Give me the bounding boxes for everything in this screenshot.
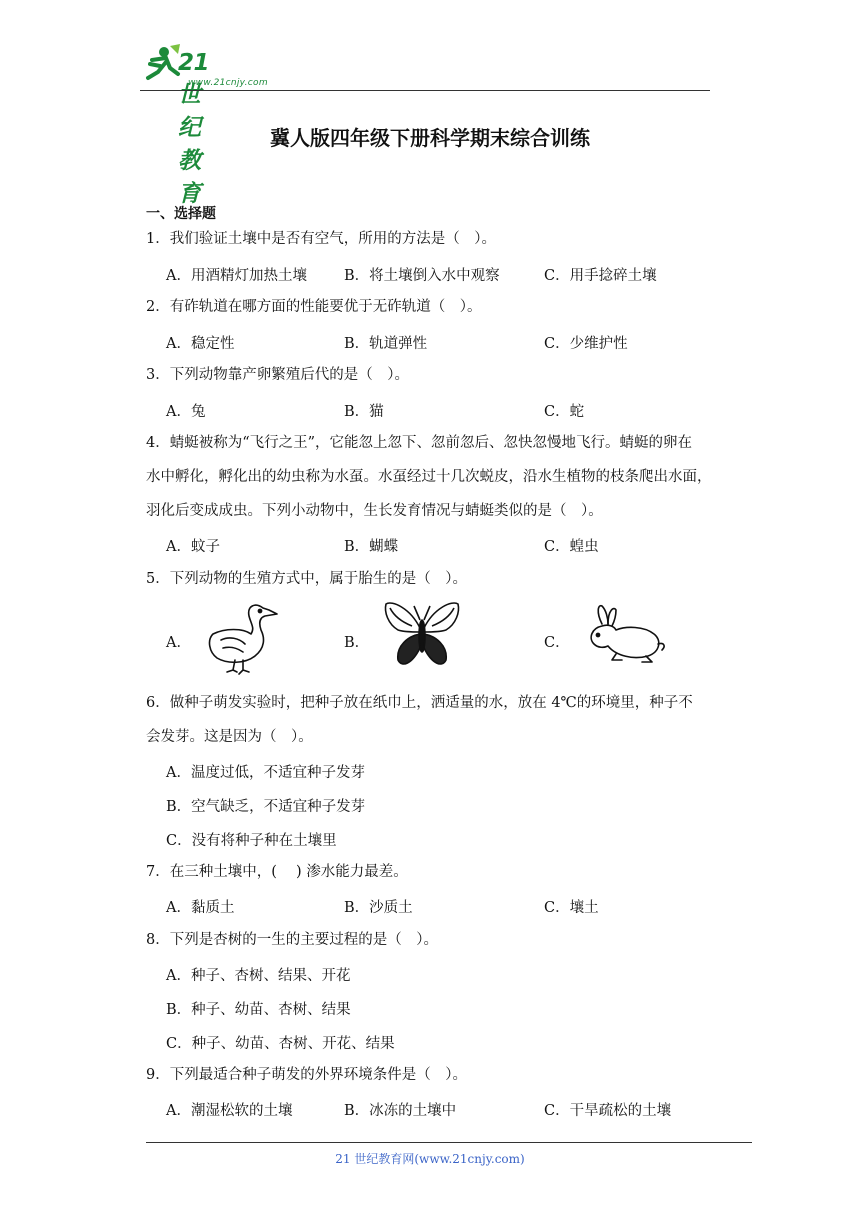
question-3-option-a[interactable]: A．兔: [166, 404, 206, 420]
question-3-stem: 3．下列动物靠产卵繁殖后代的是（ ）。: [146, 367, 409, 383]
question-9-stem: 9．下列最适合种子萌发的外界环境条件是（ ）。: [146, 1067, 467, 1083]
header-divider: [140, 90, 710, 91]
question-9-option-c[interactable]: C．干旱疏松的土壤: [544, 1103, 672, 1119]
question-4-stem-line-1: 4．蜻蜓被称为“飞行之王”，它能忽上忽下、忽前忽后、忽快忽慢地飞行。蜻蜓的卵在: [146, 435, 693, 451]
footer-divider: [146, 1142, 752, 1143]
question-9-option-a[interactable]: A．潮湿松软的土壤: [166, 1103, 293, 1119]
logo-text: 21世纪教育: [178, 50, 210, 207]
question-5-option-a[interactable]: A．: [166, 635, 191, 651]
question-2-option-c[interactable]: C．少维护性: [544, 336, 628, 352]
logo-url: www.21cnjy.com: [188, 78, 268, 88]
question-1-option-b[interactable]: B．将土壤倒入水中观察: [344, 268, 500, 284]
question-6-stem-line-1: 6．做种子萌发实验时，把种子放在纸巾上，洒适量的水，放在 4℃的环境里，种子不: [146, 695, 693, 711]
question-5-option-b[interactable]: B．: [344, 635, 370, 651]
question-6-option-c[interactable]: C．没有将种子种在土壤里: [166, 833, 337, 849]
question-6-option-b[interactable]: B．空气缺乏，不适宜种子发芽: [166, 799, 366, 815]
question-3-option-c[interactable]: C．蛇: [544, 404, 585, 420]
rabbit-icon: [586, 604, 668, 668]
question-6-stem-line-2: 会发芽。这是因为（ ）。: [146, 729, 313, 745]
question-9-option-b[interactable]: B．冰冻的土壤中: [344, 1103, 457, 1119]
question-8-option-a[interactable]: A．种子、杏树、结果、开花: [166, 968, 351, 984]
question-1-option-a[interactable]: A．用酒精灯加热土壤: [166, 268, 307, 284]
question-4-stem-line-2: 水中孵化，孵化出的幼虫称为水虿。水虿经过十几次蜕皮，沿水生植物的枝条爬出水面，: [146, 469, 712, 485]
butterfly-icon: [382, 598, 462, 674]
section-heading: 一、选择题: [146, 206, 216, 222]
question-1-stem: 1．我们验证土壤中是否有空气，所用的方法是（ ）。: [146, 231, 496, 247]
question-5-stem: 5．下列动物的生殖方式中，属于胎生的是（ ）。: [146, 571, 467, 587]
question-7-stem: 7．在三种土壤中，( ) 渗水能力最差。: [146, 864, 408, 880]
page-title: 冀人版四年级下册科学期末综合训练: [270, 126, 590, 150]
logo-runner-icon: [140, 44, 182, 88]
footer-link[interactable]: 21 世纪教育网(www.21cnjy.com): [335, 1152, 525, 1166]
question-4-stem-line-3: 羽化后变成成虫。下列小动物中，生长发育情况与蜻蜓类似的是（ ）。: [146, 503, 603, 519]
question-7-option-b[interactable]: B．沙质土: [344, 900, 413, 916]
question-1-option-c[interactable]: C．用手捻碎土壤: [544, 268, 657, 284]
question-8-option-c[interactable]: C．种子、幼苗、杏树、开花、结果: [166, 1036, 395, 1052]
question-4-option-b[interactable]: B．蝴蝶: [344, 539, 399, 555]
duck-icon: [203, 598, 283, 676]
question-6-option-a[interactable]: A．温度过低，不适宜种子发芽: [166, 765, 365, 781]
question-3-option-b[interactable]: B．猫: [344, 404, 384, 420]
question-2-option-b[interactable]: B．轨道弹性: [344, 336, 428, 352]
question-2-option-a[interactable]: A．稳定性: [166, 336, 235, 352]
question-7-option-c[interactable]: C．壤土: [544, 900, 599, 916]
question-2-stem: 2．有砟轨道在哪方面的性能要优于无砟轨道（ ）。: [146, 299, 482, 315]
question-4-option-a[interactable]: A．蚊子: [166, 539, 220, 555]
question-7-option-a[interactable]: A．黏质土: [166, 900, 235, 916]
question-4-option-c[interactable]: C．蝗虫: [544, 539, 599, 555]
question-5-option-c[interactable]: C．: [544, 635, 570, 651]
question-8-option-b[interactable]: B．种子、幼苗、杏树、结果: [166, 1002, 351, 1018]
question-8-stem: 8．下列是杏树的一生的主要过程的是（ ）。: [146, 932, 438, 948]
